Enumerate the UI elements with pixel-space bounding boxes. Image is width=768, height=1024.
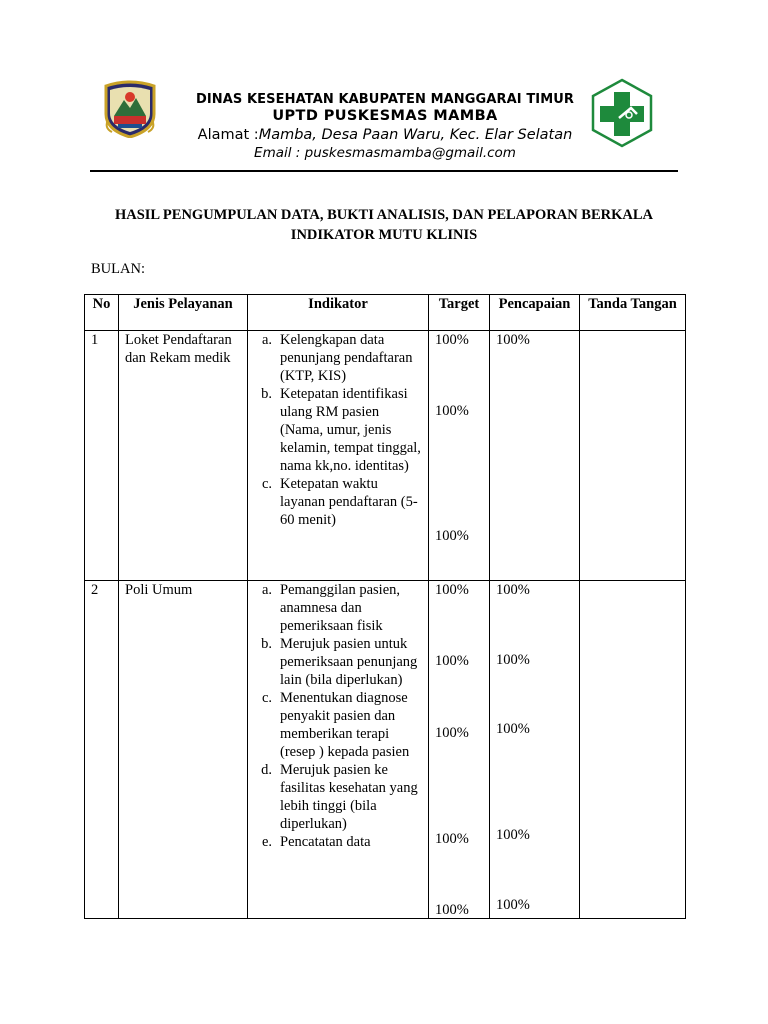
signature-cell (580, 331, 686, 581)
signature-cell (580, 581, 686, 919)
service-name: Poli Umum (119, 581, 248, 919)
target-values (429, 581, 490, 919)
achievement-value: 100% (496, 897, 530, 913)
header-divider (90, 170, 678, 172)
table-row (85, 331, 686, 581)
list-item: b. Merujuk pasien untuk pemeriksaan penunjang lain (bila diperlukan) (261, 636, 418, 688)
address (160, 127, 610, 143)
header-tanda-tangan: Tanda Tangan (580, 295, 686, 331)
achievement-value: 100% (496, 582, 530, 598)
target-values (429, 331, 490, 581)
header-pencapaian: Pencapaian (490, 295, 580, 331)
indicator-table (84, 294, 686, 919)
table-header-row (85, 295, 686, 331)
list-item: e. Pencatatan data (261, 834, 371, 850)
header-no: No (85, 295, 119, 331)
list-item: b. Ketepatan identifikasi ulang RM pasien (Nama, umur, jenis kelamin, tempat tinggal, nama kk,no. identitas) (261, 386, 421, 474)
header-indikator: Indikator (248, 295, 429, 331)
list-item: c. Menentukan diagnose penyakit pasien dan memberikan terapi (resep ) kepada pasien (261, 690, 410, 760)
achievement-value: 100% (496, 827, 530, 843)
agency-name: DINAS KESEHATAN KABUPATEN MANGGARAI TIMUR (195, 92, 575, 107)
unit-name: UPTD PUSKESMAS MAMBA (272, 108, 498, 124)
target-value: 100% (435, 653, 469, 669)
address-value: Mamba, Desa Paan Waru, Kec. Elar Selatan (258, 127, 573, 143)
service-name: Loket Pendaftaran dan Rekam medik (119, 331, 248, 581)
manggarai-timur-emblem-logo (102, 80, 158, 138)
list-item: a. Kelengkapan data penunjang pendaftaran (KTP, KIS) (261, 332, 413, 384)
target-value: 100% (435, 332, 469, 348)
address-label: Alamat : (197, 127, 259, 143)
achievement-values (490, 331, 580, 581)
achievement-value: 100% (496, 332, 530, 348)
target-value: 100% (435, 528, 469, 544)
target-value: 100% (435, 582, 469, 598)
target-value: 100% (435, 725, 469, 741)
target-value: 100% (435, 831, 469, 847)
row-number: 2 (85, 581, 119, 919)
document-title-line2: INDIKATOR MUTU KLINIS (290, 227, 478, 243)
table-row (85, 581, 686, 919)
achievement-value: 100% (496, 652, 530, 668)
row-number: 1 (85, 331, 119, 581)
header-jenis-pelayanan: Jenis Pelayanan (119, 295, 248, 331)
list-item: a. Pemanggilan pasien, anamnesa dan pemeriksaan fisik (261, 582, 401, 634)
list-item: c. Ketepatan waktu layanan pendaftaran (5-60 menit) (261, 476, 418, 528)
target-value: 100% (435, 902, 469, 918)
month-label: BULAN: (91, 261, 145, 277)
target-value: 100% (435, 403, 469, 419)
list-item: d. Merujuk pasien ke fasilitas kesehatan yang lebih tinggi (bila diperlukan) (261, 762, 418, 832)
achievement-values (490, 581, 580, 919)
indicator-list (248, 331, 429, 581)
achievement-value: 100% (496, 721, 530, 737)
document-title-line1: HASIL PENGUMPULAN DATA, BUKTI ANALISIS, DAN PELAPORAN BERKALA (114, 207, 654, 223)
indicator-list (248, 581, 429, 919)
email: Email : puskesmasmamba@gmail.com (254, 145, 516, 161)
header-target: Target (429, 295, 490, 331)
